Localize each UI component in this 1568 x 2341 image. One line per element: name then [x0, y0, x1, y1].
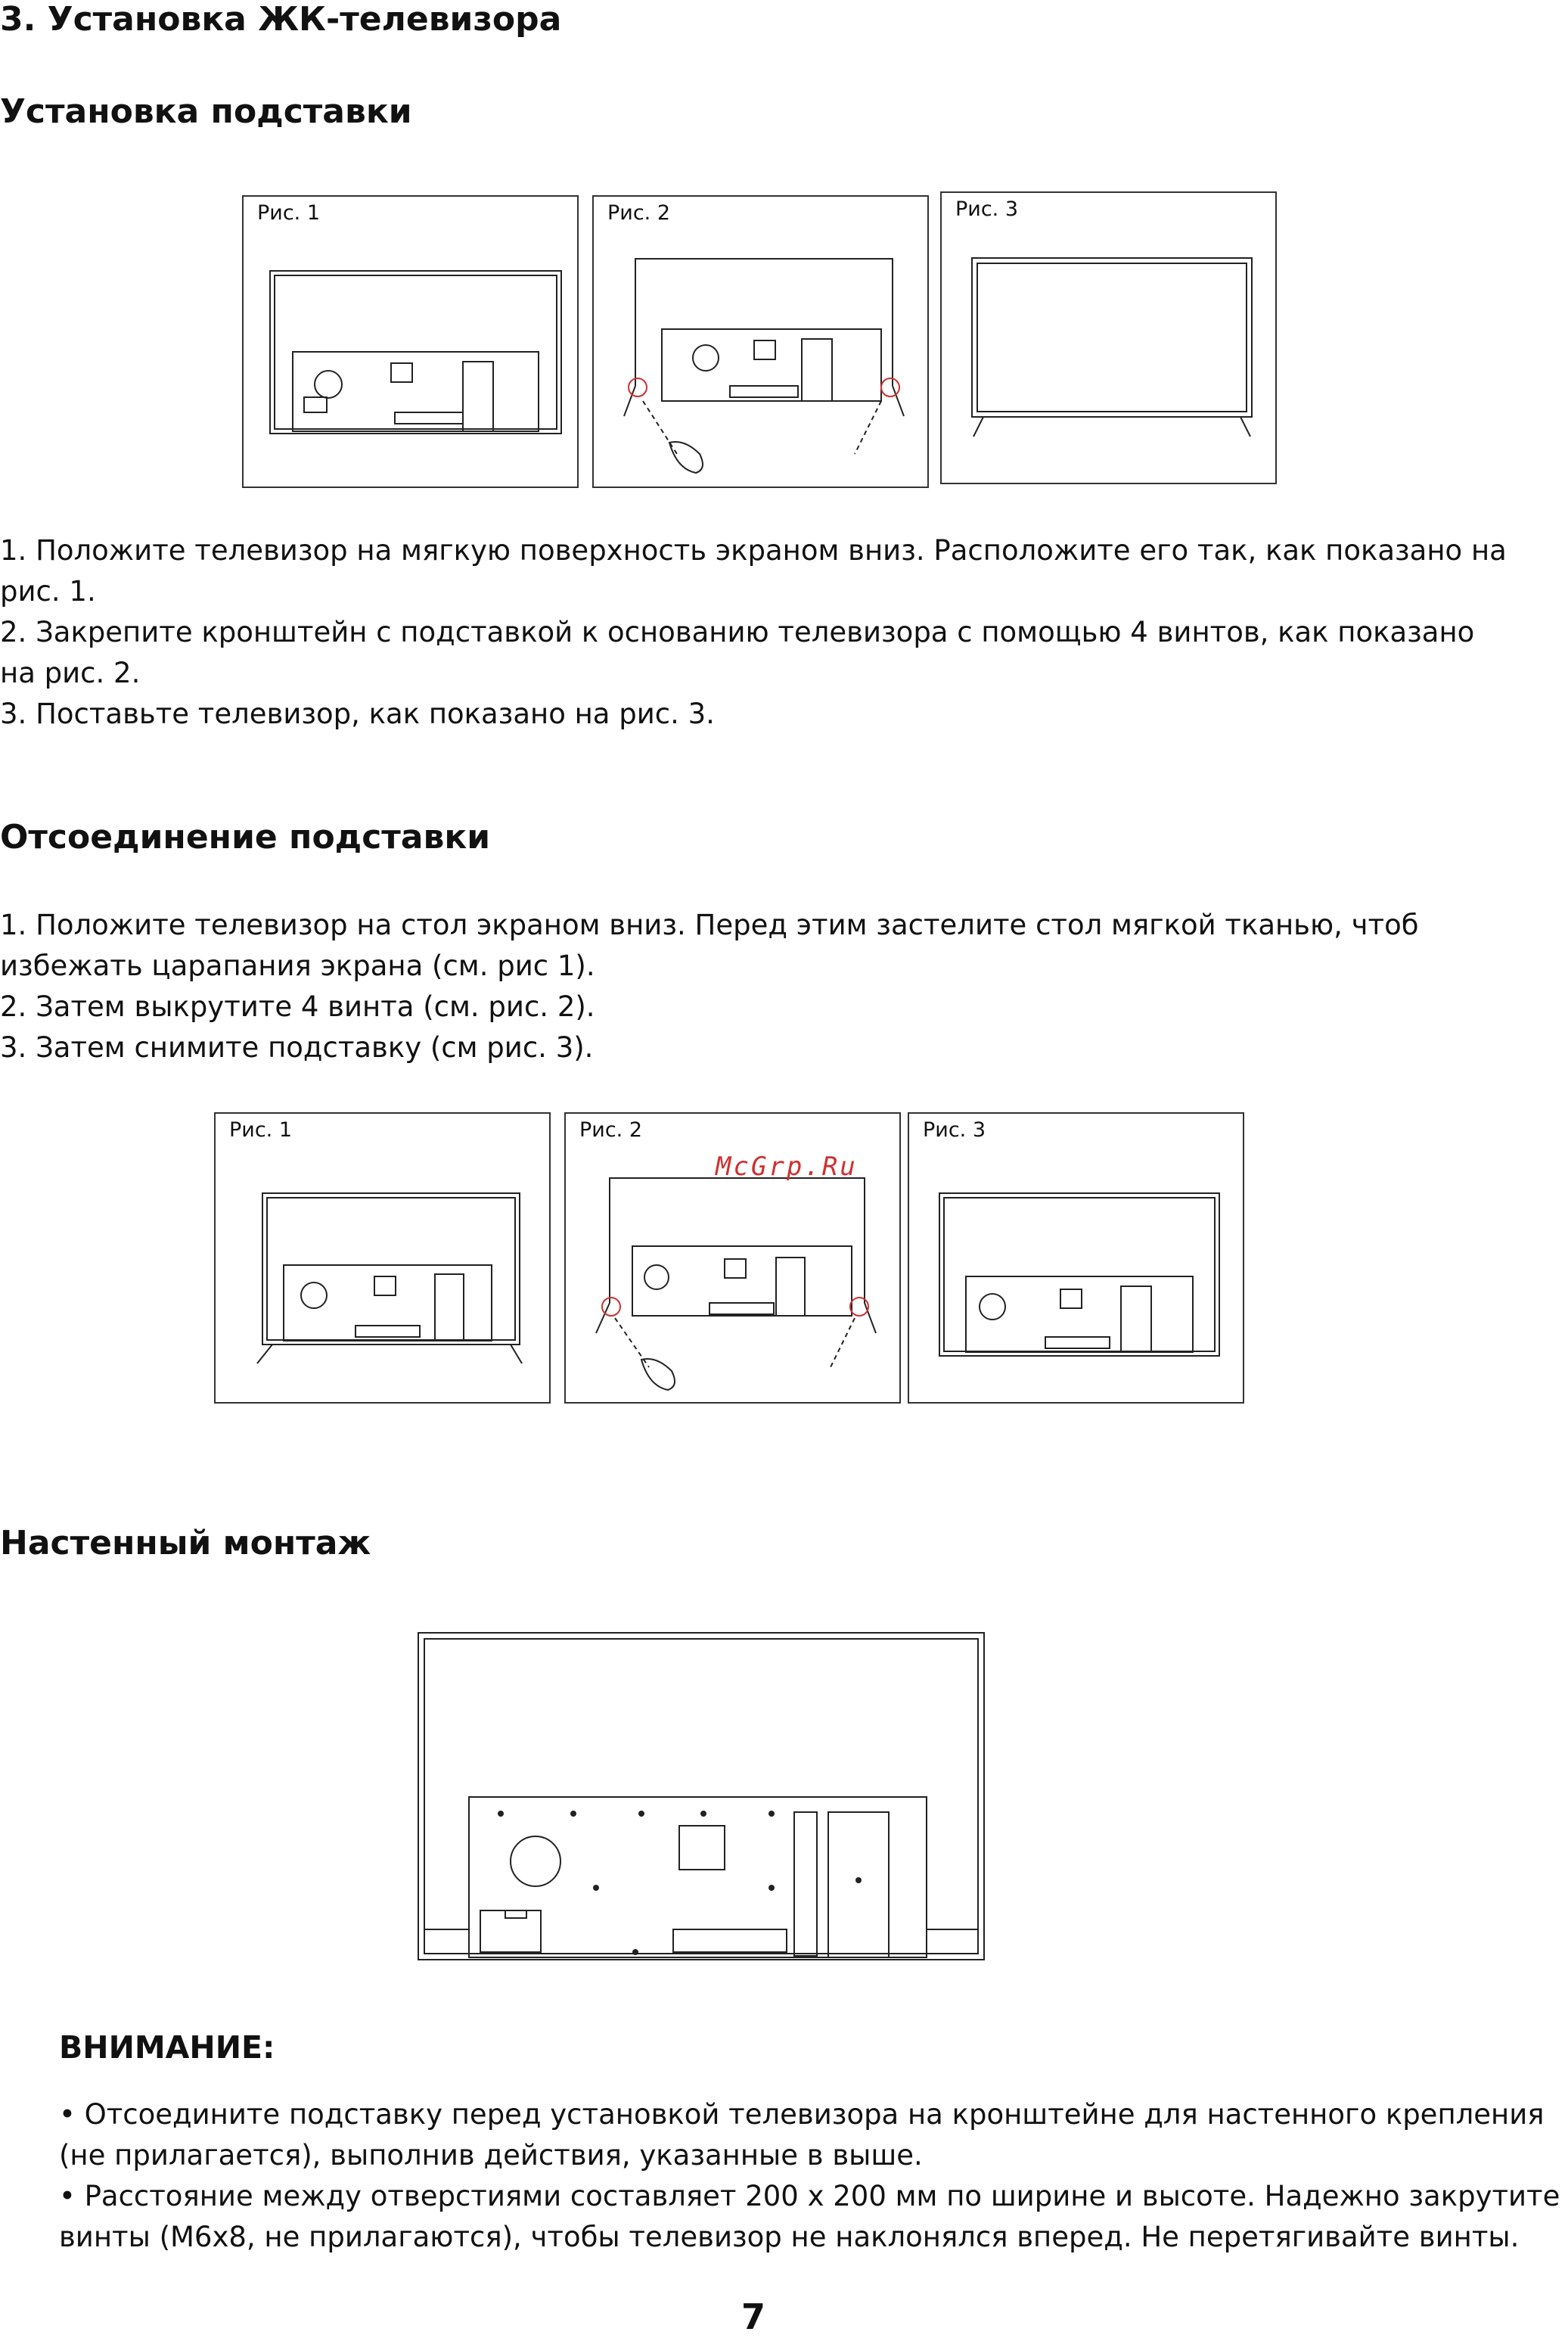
install-step-2: 2. Закрепите кронштейн с подставкой к основанию телевизора с помощью 4 винтов, как показано на рис. 2. [0, 616, 1475, 689]
install-step-3: 3. Поставьте телевизор, как показано на рис. 3. [0, 698, 715, 730]
wall-mount-heading: Настенный монтаж [0, 1524, 371, 1562]
page-title: 3. Установка ЖК-телевизора [0, 0, 562, 39]
attention-title: ВНИМАНИЕ: [59, 2029, 275, 2066]
figure-label: Рис. 3 [955, 197, 1019, 221]
install-steps [0, 530, 1558, 735]
remove-figure-2 [564, 1112, 901, 1404]
tv-standing-diagram [216, 1114, 552, 1405]
remove-step-3: 3. Затем снимите подставку (см рис. 3). [0, 1031, 594, 1064]
attention-note-2: • Расстояние между отверстиями составляет 200 x 200 мм по ширине и высоте. Надежно закрутите винты (M6x8, не прилагаются), чтобы телевизор не наклонялся вперед. Не перетягивайте винты. [59, 2180, 1560, 2253]
tv-no-stand-diagram [909, 1114, 1246, 1405]
figure-label: Рис. 2 [607, 201, 671, 225]
install-stand-heading: Установка подставки [0, 92, 412, 131]
install-figure-1 [242, 195, 579, 488]
remove-step-2: 2. Затем выкрутите 4 винта (см. рис. 2). [0, 990, 595, 1023]
install-step-1: 1. Положите телевизор на мягкую поверхность экраном вниз. Расположите его так, как показано на рис. 1. [0, 534, 1507, 608]
tv-back-diagram [244, 197, 580, 490]
remove-figure-3 [908, 1112, 1244, 1404]
remove-steps [0, 905, 1568, 1068]
page-number: 7 [741, 2296, 766, 2337]
tv-screw-diagram [594, 197, 930, 490]
figure-label: Рис. 2 [579, 1118, 643, 1142]
attention-note-1: • Отсоедините подставку перед установкой телевизора на кронштейне для настенного крепления (не прилагается), выполнив действия, указанные в выше. [59, 2098, 1545, 2172]
remove-stand-heading: Отсоединение подставки [0, 818, 491, 857]
wall-mount-diagram [416, 1631, 987, 1963]
attention-notes [59, 2094, 1564, 2258]
remove-figure-1 [214, 1112, 551, 1404]
watermark: McGrp.Ru [716, 1152, 858, 1182]
figure-label: Рис. 1 [229, 1118, 293, 1142]
figure-label: Рис. 1 [257, 201, 321, 225]
figure-label: Рис. 3 [923, 1118, 986, 1142]
remove-step-1: 1. Положите телевизор на стол экраном вниз. Перед этим застелите стол мягкой тканью, чтоб избежать царапания экрана (см. рис 1). [0, 909, 1419, 982]
tv-front-diagram [942, 193, 1278, 486]
install-figure-3 [940, 191, 1277, 484]
install-figure-2 [592, 195, 929, 488]
